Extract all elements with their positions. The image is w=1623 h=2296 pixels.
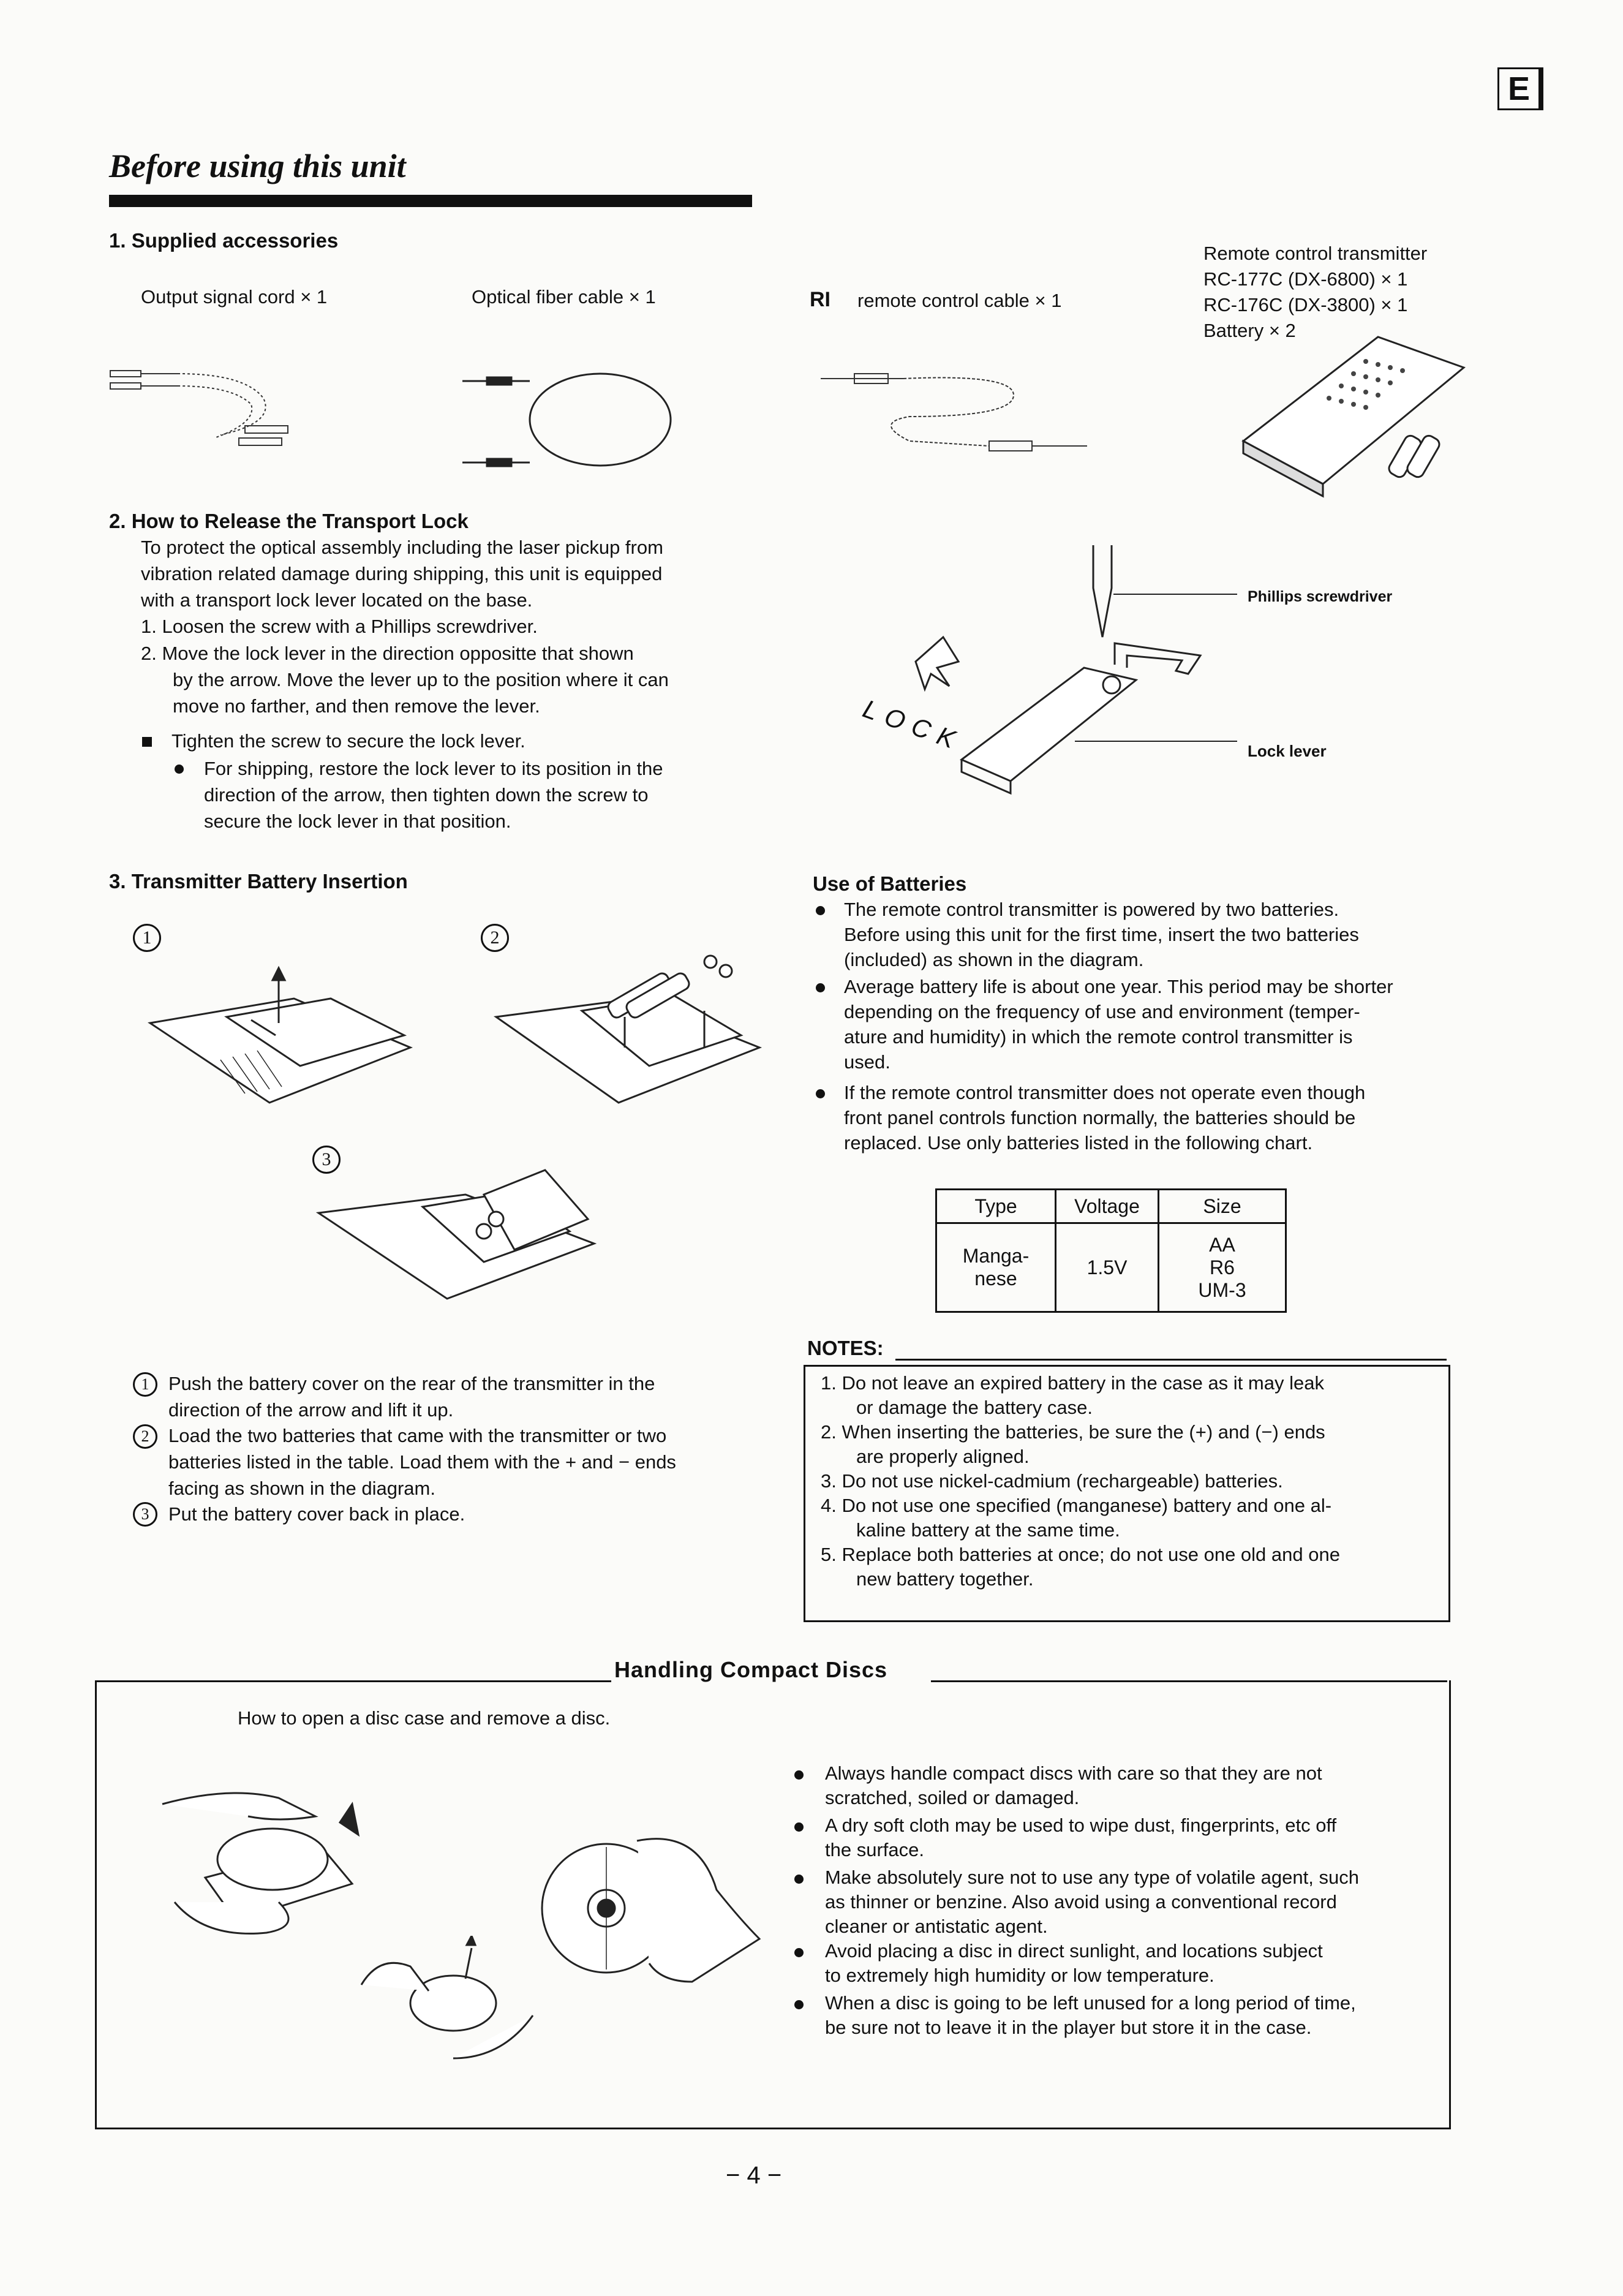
square-bullet: [142, 737, 152, 747]
step-marker-1: 1: [133, 1372, 157, 1397]
note-item: 4. Do not use one specified (manganese) battery and one al-: [821, 1495, 1332, 1516]
table-cell-size: AA R6 UM-3: [1159, 1223, 1286, 1312]
transport-intro: [141, 534, 663, 613]
battery-step-1-text: Push the battery cover on the rear of the transmitter in the direction of the arrow and lift it up.: [168, 1373, 655, 1421]
transport-lock-illustration: [857, 539, 1237, 827]
transport-step-2: 2. Move the lock lever in the direction oppositte that shown by the arrow. Move the lever up to the position where it can move no farther, and then remove the lever.: [141, 643, 669, 717]
bullet-dot: [794, 1948, 804, 1957]
battery-step-2-illustration: [490, 943, 772, 1115]
compact-disc-illustration: [539, 1816, 772, 2000]
cd-care-note-2: A dry soft cloth may be used to wipe dust, fingerprints, etc off the surface.: [825, 1815, 1337, 1860]
cd-handling-heading: Handling Compact Discs: [614, 1657, 888, 1682]
bullet-dot: [175, 765, 184, 774]
step-number-1: 1: [133, 924, 161, 952]
table-header: Type: [936, 1190, 1056, 1223]
bullet-dot: [816, 983, 825, 992]
batteries-note-2: Average battery life is about one year. This period may be shorter depending on the frequency of use and environment (temper- ature and humidity) in which the remote control transmitter is used.: [844, 976, 1393, 1073]
phillips-screwdriver-label: Phillips screwdriver: [1248, 588, 1393, 605]
note-item: 2. When inserting the batteries, be sure the (+) and (−) ends: [821, 1421, 1325, 1443]
output-cord-label: Output signal cord × 1: [141, 286, 328, 308]
notes-heading: NOTES:: [807, 1337, 884, 1359]
remote-model-line: RC-177C (DX-6800) × 1: [1203, 268, 1408, 290]
output-cord-illustration: [104, 361, 300, 453]
ri-logo: RI: [810, 288, 830, 311]
notes-rule: [895, 1359, 1447, 1361]
accessories-heading: 1. Supplied accessories: [109, 229, 339, 252]
tighten-screw-note: Tighten the screw to secure the lock lever.: [171, 730, 525, 752]
note-item: 1. Do not leave an expired battery in the case as it may leak: [821, 1372, 1324, 1394]
note-item: 5. Replace both batteries at once; do not use one old and one: [821, 1544, 1340, 1565]
step-number-2: 2: [481, 924, 509, 952]
step-number-3: 3: [312, 1146, 341, 1174]
disc-removal-hands-illustration: [355, 1936, 539, 2071]
optical-cable-label: Optical fiber cable × 1: [472, 286, 656, 308]
cd-care-note-5: When a disc is going to be left unused for a long period of time, be sure not to leave it in the player but store it in the case.: [825, 1992, 1356, 2038]
battery-insertion-heading: 3. Transmitter Battery Insertion: [109, 870, 408, 893]
battery-table: [935, 1188, 1287, 1313]
battery-step-2-text: Load the two batteries that came with the transmitter or two batteries listed in the table. Load them with the + and − ends facing as shown in the diagram.: [168, 1425, 676, 1499]
cd-care-note-3: Make absolutely sure not to use any type of volatile agent, such as thinner or benzine. Also avoid using a conventional record cleaner or antistatic agent.: [825, 1867, 1359, 1937]
lock-direction-label: LOCK: [859, 693, 968, 757]
note-item: 3. Do not use nickel-cadmium (rechargeable) batteries.: [821, 1470, 1283, 1492]
page-title: Before using this unit: [109, 148, 406, 184]
battery-step-3-text: Put the battery cover back in place.: [168, 1503, 465, 1525]
page-number: − 4 −: [726, 2162, 782, 2189]
optical-cable-illustration: [456, 368, 701, 478]
title-rule: [109, 195, 752, 207]
table-cell-type: Manga- nese: [936, 1223, 1056, 1312]
ri-cable-label: remote control cable × 1: [857, 290, 1062, 311]
transport-step-1: 1. Loosen the screw with a Phillips screwdriver.: [141, 616, 538, 637]
bullet-dot: [794, 1770, 804, 1780]
step-marker-3: 3: [133, 1502, 157, 1527]
table-cell-voltage: 1.5V: [1056, 1223, 1159, 1312]
bullet-dot: [816, 1089, 825, 1098]
battery-count-line: Battery × 2: [1203, 320, 1296, 341]
cd-care-note-4: Avoid placing a disc in direct sunlight, and locations subject to extremely high humidity or low temperature.: [825, 1940, 1323, 1986]
language-mark: E: [1497, 67, 1543, 110]
cd-care-note-1: Always handle compact discs with care so that they are not scratched, soiled or damaged.: [825, 1762, 1322, 1808]
shipping-note: For shipping, restore the lock lever to its position in the direction of the arrow, then tighten down the screw to secure the lock lever in that position.: [204, 758, 663, 832]
battery-step-3-illustration: [312, 1158, 600, 1311]
remote-control-illustration: [1231, 319, 1476, 502]
remote-model-line: RC-176C (DX-3800) × 1: [1203, 294, 1408, 315]
table-header: Size: [1159, 1190, 1286, 1223]
disc-case-caption: How to open a disc case and remove a disc.: [238, 1707, 611, 1729]
remote-label-line: Remote control transmitter: [1203, 243, 1428, 264]
transport-lock-heading: 2. How to Release the Transport Lock: [109, 510, 469, 532]
notes-list: 1. Do not leave an expired battery in the case as it may leak or damage the battery case. 2. When inserting the batteries, be sure the (+) and (−) ends are properly aligned. 3. Do not use nickel-cadmium (rechargeable) batteries. 4. Do not use one specified (manganese) battery and one al- kaline battery at the same time. 5. Replace both batteries at once; do not use one old and one new battery together.: [821, 1372, 1340, 1590]
batteries-note-3: If the remote control transmitter does not operate even though front panel controls function normally, the batteries should be replaced. Use only batteries listed in the following chart.: [844, 1082, 1366, 1154]
batteries-note-1: The remote control transmitter is powered by two batteries. Before using this unit for the first time, insert the two batteries (included) as shown in the diagram.: [844, 899, 1359, 970]
intro-line: vibration related damage during shipping, this unit is equipped: [141, 563, 663, 584]
battery-step-1-illustration: [147, 956, 423, 1115]
ri-cable-illustration: [818, 368, 1099, 453]
bullet-dot: [794, 2000, 804, 2009]
table-header: Voltage: [1056, 1190, 1159, 1223]
step-marker-2: 2: [133, 1424, 157, 1449]
intro-line: To protect the optical assembly including the laser pickup from: [141, 537, 663, 558]
intro-line: with a transport lock lever located on the base.: [141, 589, 533, 611]
lock-lever-label: Lock lever: [1248, 742, 1327, 760]
bullet-dot: [816, 906, 825, 915]
bullet-dot: [794, 1822, 804, 1832]
bullet-dot: [794, 1875, 804, 1884]
use-of-batteries-heading: Use of Batteries: [813, 872, 967, 895]
